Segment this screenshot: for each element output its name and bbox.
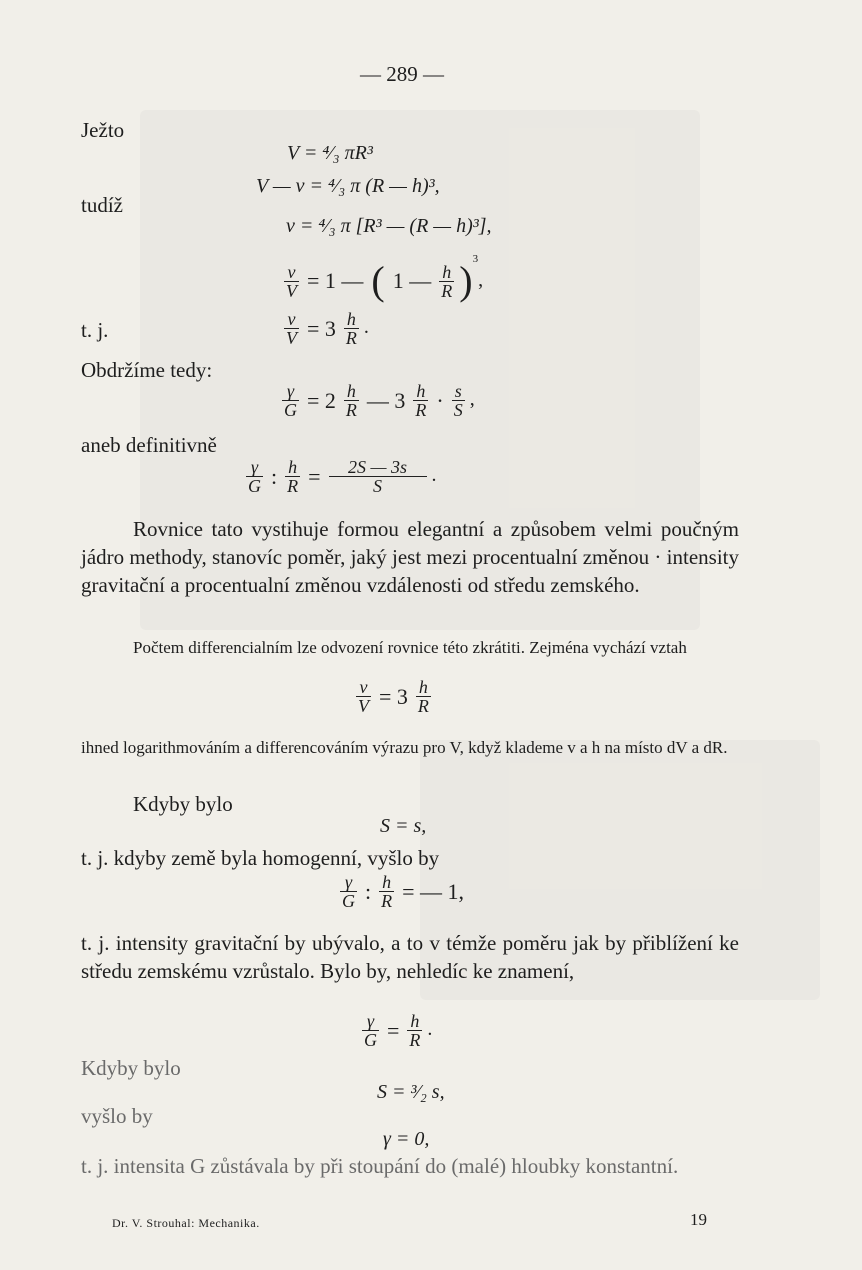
fraction-gamma-over-G: $\frac{\gamma}{G}$ <box>248 457 261 496</box>
eq-end: , <box>478 269 484 291</box>
fraction-h-over-R: $\frac{h}{R}$ <box>409 1011 421 1050</box>
eq-lhs: v <box>286 215 295 237</box>
label-kdyby-bylo: Kdyby bylo <box>133 792 233 816</box>
eq-rhs: = ⁴⁄₃ π [R³ — (R — h)³], <box>299 215 492 237</box>
footer-signature-number: 19 <box>690 1210 707 1229</box>
paragraph-elegance: Rovnice tato vystihuje formou elegantní a způsobem velmi poučným jádro methody, stanovíc poměr, jaký jest mezi procentualní změnou · intensity gravitační a procentualní změnou vzdálenosti od středu zemského. <box>81 517 739 597</box>
eq-part: = 3 <box>307 315 336 341</box>
label-aneb: aneb definitivně <box>81 433 217 457</box>
fraction-h-over-R: $\frac{h}{R}$ <box>441 261 453 301</box>
exponent: 3 <box>472 253 479 265</box>
line-homogeneous: t. j. kdyby země byla homogenní, vyšlo by <box>81 846 440 870</box>
eq-part: 1 — <box>392 268 432 294</box>
fraction-gamma-over-G: $\frac{\gamma}{G}$ <box>342 872 355 911</box>
eq-part: = — 1, <box>402 878 465 904</box>
fraction-h-over-R: $\frac{h}{R}$ <box>417 677 429 716</box>
eq-end: . <box>363 316 369 339</box>
eq-rhs: = ⁴⁄₃ π (R — h)³, <box>309 175 440 197</box>
eq-part: = <box>308 463 321 489</box>
equation-homogeneous-case <box>340 873 467 910</box>
paragraph-intensity-decrease: t. j. intensity gravitační by ubývalo, a to v témže poměru jak by přiblížení ke středu zemskému vzrůstalo. Bylo by, nehledíc ke znamení, <box>81 931 739 983</box>
fraction-h-over-R: $\frac{h}{R}$ <box>381 872 393 911</box>
equation-differential-ratio <box>356 678 431 715</box>
fraction-h-over-R: $\frac{h}{R}$ <box>287 457 299 496</box>
eq-lhs: V <box>287 142 299 164</box>
paragraph-differential: Počtem differencialním lze odvození rovnice této zkrátiti. Zejména vychází vztah <box>133 638 687 657</box>
fraction-h-over-R: $\frac{h}{R}$ <box>345 381 357 420</box>
fraction-2S-minus-3s-over-S: $\frac{2S — 3s}{S}$ <box>329 458 427 495</box>
label-tj: t. j. <box>81 318 109 342</box>
paren-open: ( <box>371 258 385 304</box>
eq-part: = <box>387 1017 400 1043</box>
equation-approx-ratio <box>284 310 369 347</box>
fraction-h-over-R: $\frac{h}{R}$ <box>345 309 357 348</box>
equation-volume-ratio <box>284 253 484 304</box>
eq-part: · <box>436 387 444 413</box>
eq-lhs: V — v <box>256 175 305 197</box>
label-kdyby-bylo-2: Kdyby bylo <box>81 1056 181 1080</box>
paragraph-constant-intensity: t. j. intensita G zůstávala by při stoupání do (malé) hloubky konstantní. <box>81 1154 679 1178</box>
equation-final-definitive <box>246 458 437 495</box>
label-obdrzime: Obdržíme tedy: <box>81 358 213 382</box>
fraction-v-over-V: $\frac{v}{V}$ <box>286 309 297 348</box>
paren-close: ) <box>459 258 473 304</box>
fraction-s-over-S: $\frac{s}{S}$ <box>453 381 463 420</box>
eq-part: = 2 <box>307 387 336 413</box>
eq-part: = 3 <box>379 683 408 709</box>
equation-volume-difference <box>256 175 440 198</box>
fraction-v-over-V: $\frac{v}{V}$ <box>358 677 369 716</box>
eq-part: : <box>271 463 278 489</box>
fraction-gamma-over-G: $\frac{\gamma}{G}$ <box>284 381 297 420</box>
eq-part: : <box>365 878 372 904</box>
fraction-gamma-over-G: $\frac{\gamma}{G}$ <box>364 1011 377 1050</box>
equation-proportion <box>362 1012 432 1049</box>
paragraph-logarithm: ihned logarithmováním a differencováním výrazu pro V, když klademe v a h na místo dV a dR. <box>81 738 728 757</box>
page-number: — 289 — <box>360 62 444 86</box>
fraction-h-over-R: $\frac{h}{R}$ <box>415 381 427 420</box>
equation-S-equals-three-halves-s: S = ³⁄₂ s, <box>377 1081 445 1103</box>
equation-gravity-ratio <box>282 382 475 419</box>
equation-shell-volume <box>286 215 492 238</box>
footer-author: Dr. V. Strouhal: Mechanika. <box>112 1216 260 1230</box>
eq-part: — 3 <box>366 387 406 413</box>
equation-S-equals-s: S = s, <box>380 815 427 837</box>
label-tudiz: tudíž <box>81 193 123 217</box>
eq-rhs: = ⁴⁄₃ πR³ <box>303 142 373 164</box>
label-jezto: Ježto <box>81 118 125 142</box>
eq-end: , <box>469 388 475 411</box>
equation-gamma-zero: γ = 0, <box>383 1128 430 1150</box>
eq-end: . <box>427 1018 433 1041</box>
label-vyslo-by: vyšlo by <box>81 1104 153 1128</box>
eq-end: . <box>431 464 437 487</box>
eq-part: = 1 — <box>307 268 364 294</box>
equation-sphere-volume <box>287 142 373 165</box>
fraction-v-over-V: $\frac{v}{V}$ <box>286 261 297 301</box>
